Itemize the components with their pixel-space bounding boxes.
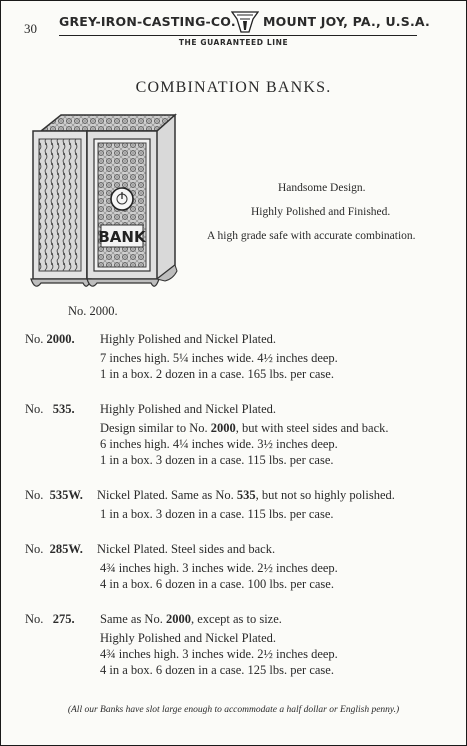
page-title: COMBINATION BANKS. — [135, 79, 332, 96]
product-number — [25, 612, 75, 627]
product-spec-line: Design similar to No. 2000, but with steel sides and back. — [100, 421, 389, 435]
product-number-value: 535W. — [49, 488, 83, 502]
feature-line: Handsome Design. — [278, 182, 366, 194]
header-rule — [59, 35, 417, 36]
product-spec-line: Highly Polished and Nickel Plated. — [100, 631, 277, 645]
product-spec-line: 7 inches high. 5¼ inches wide. 4½ inches deep. — [100, 351, 338, 365]
product-spec-line: 1 in a box. 3 dozen in a case. 115 lbs. per case. — [100, 453, 334, 467]
product-number-value: 535. — [52, 402, 75, 416]
product-description: Highly Polished and Nickel Plated. — [100, 332, 277, 346]
product-number-prefix: No. — [25, 542, 44, 556]
product-number-prefix: No. — [25, 488, 44, 502]
product-number — [25, 402, 75, 417]
product-number-value: 2000. — [46, 332, 75, 346]
product-number-prefix: No. — [25, 332, 44, 346]
product-spec-line: 4¾ inches high. 3 inches wide. 2½ inches deep. — [100, 561, 338, 575]
product-spec-line: 4¾ inches high. 3 inches wide. 2½ inches deep. — [100, 647, 338, 661]
product-spec-line: 6 inches high. 4¼ inches wide. 3½ inches deep. — [100, 437, 338, 451]
bank-panel-text: BANK — [98, 228, 146, 246]
product-number-prefix: No. — [25, 612, 44, 626]
product-number — [25, 542, 83, 557]
company-location: MOUNT JOY, PA., U.S.A. — [263, 14, 430, 29]
feature-line: Highly Polished and Finished. — [251, 206, 391, 218]
product-description: Same as No. 2000, except as to size. — [100, 612, 282, 626]
feature-line: A high grade safe with accurate combination. — [207, 230, 416, 242]
product-spec-line: 4 in a box. 6 dozen in a case. 100 lbs. per case. — [100, 577, 334, 591]
company-name: GREY-IRON-CASTING-CO. — [59, 14, 236, 29]
product-spec-line: 1 in a box. 3 dozen in a case. 115 lbs. per case. — [100, 507, 334, 521]
product-number — [25, 488, 83, 503]
product-spec-line: 4 in a box. 6 dozen in a case. 125 lbs. per case. — [100, 663, 334, 677]
tagline: THE GUARANTEED LINE — [178, 38, 289, 47]
product-number-value: 285W. — [49, 542, 83, 556]
product-description: Nickel Plated. Same as No. 535, but not so highly polished. — [97, 488, 395, 502]
product-description: Nickel Plated. Steel sides and back. — [97, 542, 276, 556]
illustration-caption: No. 2000. — [68, 304, 118, 318]
product-number-value: 275. — [52, 612, 75, 626]
company-logo-icon — [231, 10, 259, 34]
footnote: (All our Banks have slot large enough to accommodate a half dollar or English penny.) — [67, 705, 400, 715]
product-number — [25, 332, 75, 347]
bank-illustration — [25, 109, 181, 299]
product-number-prefix: No. — [25, 402, 44, 416]
page-number: 30 — [24, 21, 37, 36]
product-spec-line: 1 in a box. 2 dozen in a case. 165 lbs. per case. — [100, 367, 334, 381]
product-description: Highly Polished and Nickel Plated. — [100, 402, 277, 416]
